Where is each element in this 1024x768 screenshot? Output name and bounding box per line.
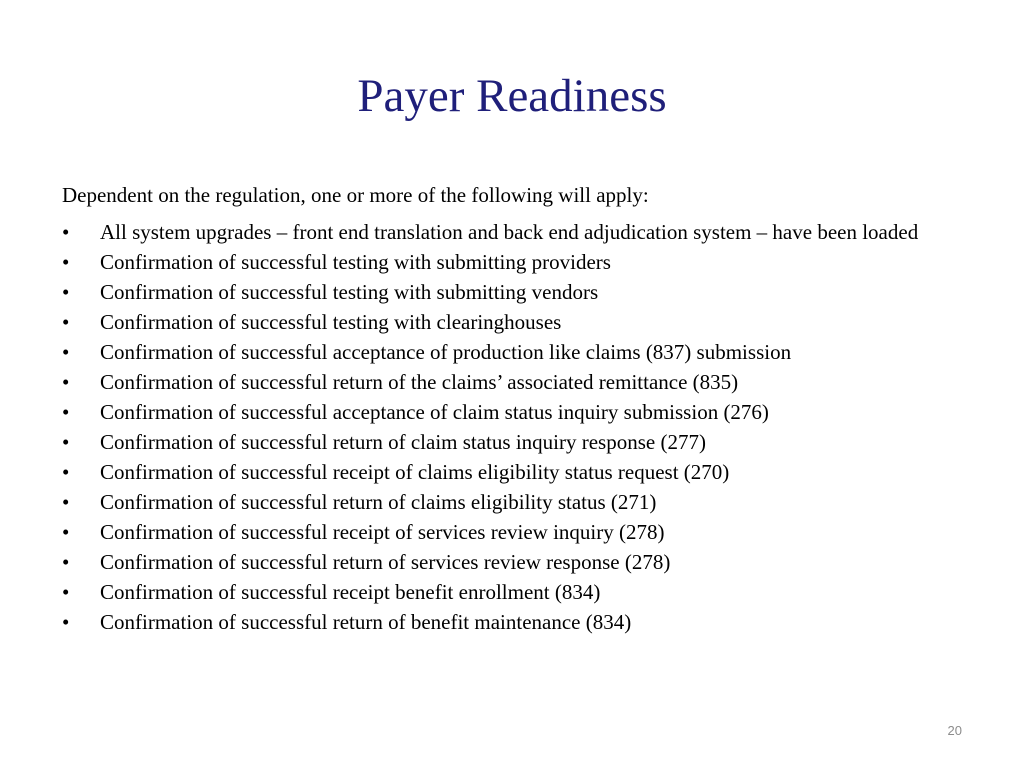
list-item-text: All system upgrades – front end translation and back end adjudication system – have been loaded	[100, 220, 919, 244]
list-item	[62, 310, 962, 334]
bullet-icon: •	[62, 280, 70, 304]
bullet-icon: •	[62, 460, 70, 484]
list-item	[62, 250, 962, 274]
list-item	[62, 580, 962, 604]
list-item	[62, 610, 962, 634]
list-item-text: Confirmation of successful return of services review response (278)	[100, 550, 671, 574]
list-item	[62, 550, 962, 574]
slide-title: Payer Readiness	[357, 70, 667, 122]
list-item-text: Confirmation of successful receipt benefit enrollment (834)	[100, 580, 601, 604]
list-item-text: Confirmation of successful testing with clearinghouses	[100, 310, 562, 334]
bullet-icon: •	[62, 310, 70, 334]
list-item-text: Confirmation of successful receipt of claims eligibility status request (270)	[100, 460, 730, 484]
list-item	[62, 370, 962, 394]
bullet-icon: •	[62, 370, 70, 394]
list-item	[62, 460, 962, 484]
list-item-text: Confirmation of successful testing with submitting providers	[100, 250, 611, 274]
bullet-icon: •	[62, 610, 70, 634]
list-item	[62, 430, 962, 454]
list-item	[62, 520, 962, 544]
list-item-text: Confirmation of successful receipt of services review inquiry (278)	[100, 520, 665, 544]
list-item	[62, 400, 962, 424]
bullet-icon: •	[62, 250, 70, 274]
list-item	[62, 280, 962, 304]
bullet-icon: •	[62, 520, 70, 544]
bullet-list	[62, 220, 962, 640]
bullet-icon: •	[62, 550, 70, 574]
list-item	[62, 490, 962, 514]
bullet-icon: •	[62, 340, 70, 364]
intro-text: Dependent on the regulation, one or more of the following will apply:	[62, 183, 649, 207]
bullet-icon: •	[62, 490, 70, 514]
list-item-text: Confirmation of successful return of benefit maintenance (834)	[100, 610, 632, 634]
page-number: 20	[947, 723, 962, 738]
list-item-text: Confirmation of successful acceptance of production like claims (837) submission	[100, 340, 792, 364]
bullet-icon: •	[62, 220, 70, 244]
bullet-icon: •	[62, 430, 70, 454]
bullet-icon: •	[62, 580, 70, 604]
list-item	[62, 220, 962, 244]
list-item	[62, 340, 962, 364]
list-item-text: Confirmation of successful return of claim status inquiry response (277)	[100, 430, 706, 454]
list-item-text: Confirmation of successful return of claims eligibility status (271)	[100, 490, 657, 514]
list-item-text: Confirmation of successful return of the claims’ associated remittance (835)	[100, 370, 739, 394]
list-item-text: Confirmation of successful acceptance of claim status inquiry submission (276)	[100, 400, 769, 424]
list-item-text: Confirmation of successful testing with submitting vendors	[100, 280, 599, 304]
bullet-icon: •	[62, 400, 70, 424]
